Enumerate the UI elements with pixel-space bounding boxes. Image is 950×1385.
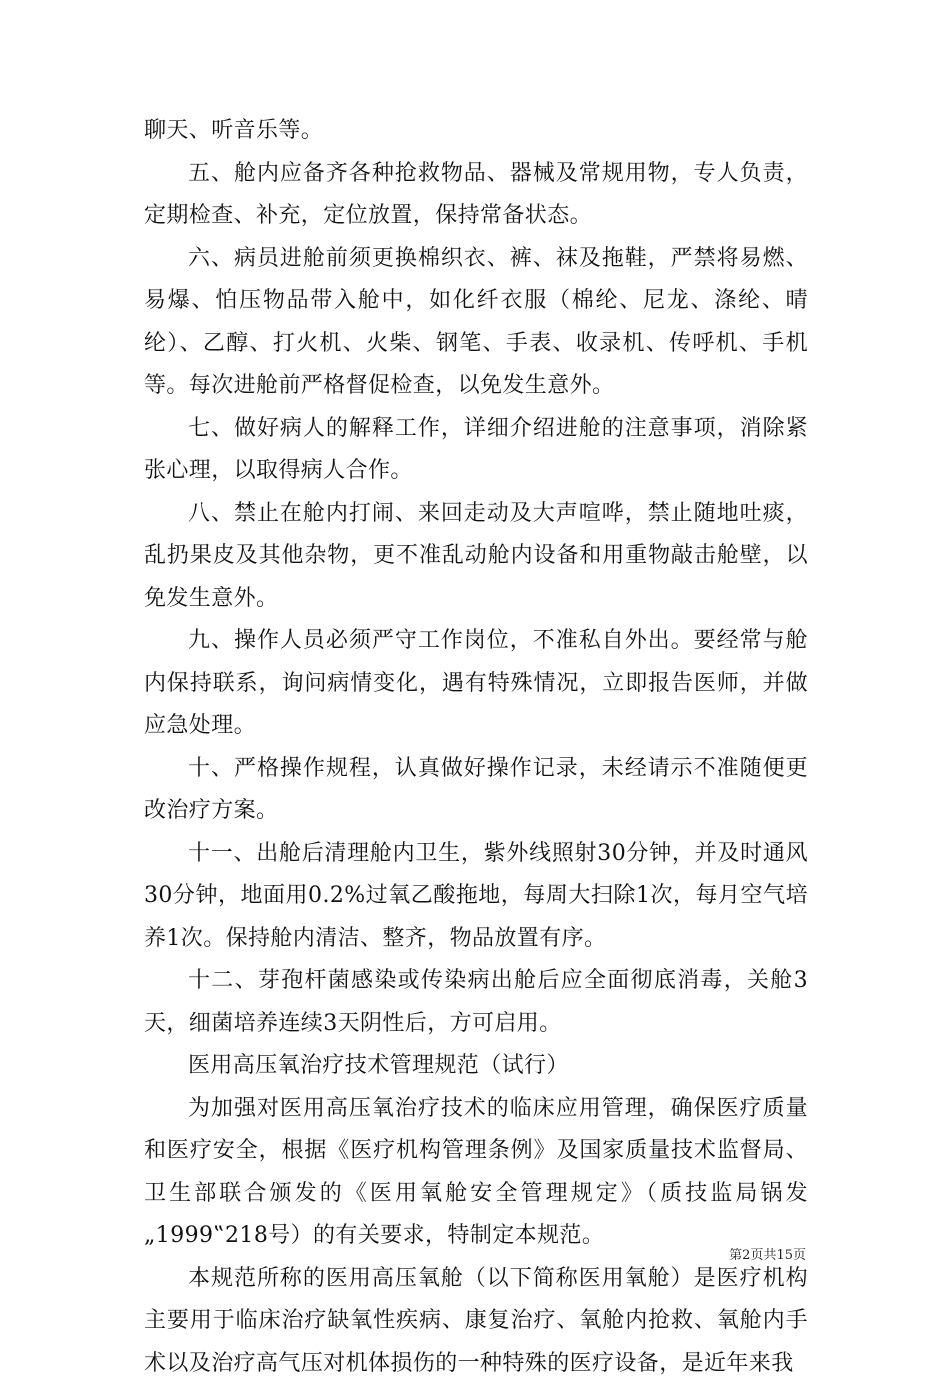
paragraph-rule-12: 十二、芽孢杆菌感染或传染病出舱后应全面彻底消毒，关舱3天，细菌培养连续3天阴性后，方可启用。 bbox=[144, 960, 808, 1045]
paragraph-rule-9: 九、操作人员必须严守工作岗位，不准私自外出。要经常与舱内保持联系，询问病情变化，遇有特殊情况，立即报告医师，并做应急处理。 bbox=[144, 620, 808, 748]
paragraph-rule-6: 六、病员进舱前须更换棉织衣、裤、袜及拖鞋，严禁将易燃、易爆、怕压物品带入舱中，如化纤衣服（棉纶、尼龙、涤纶、晴纶）、乙醇、打火机、火柴、钢笔、手表、收录机、传呼机、手机等。每次进舱前严格督促检查，以免发生意外。 bbox=[144, 238, 808, 408]
section-title: 医用高压氧治疗技术管理规范（试行） bbox=[144, 1045, 808, 1088]
paragraph-rule-11: 十一、出舱后清理舱内卫生，紫外线照射30分钟，并及时通风30分钟，地面用0.2%过氧乙酸拖地，每周大扫除1次，每月空气培养1次。保持舱内清洁、整齐，物品放置有序。 bbox=[144, 833, 808, 961]
page-number-footer: 第2页共15页 bbox=[729, 1244, 806, 1263]
paragraph-continuation: 聊天、听音乐等。 bbox=[144, 110, 808, 153]
paragraph-rule-5: 五、舱内应备齐各种抢救物品、器械及常规用物，专人负责，定期检查、补充，定位放置，保持常备状态。 bbox=[144, 153, 808, 238]
paragraph-rule-8: 八、禁止在舱内打闹、来回走动及大声喧哗，禁止随地吐痰，乱扔果皮及其他杂物，更不准乱动舱内设备和用重物敲击舱壁，以免发生意外。 bbox=[144, 493, 808, 621]
paragraph-rule-10: 十、严格操作规程，认真做好操作记录，未经请示不准随便更改治疗方案。 bbox=[144, 748, 808, 833]
paragraph-intro: 为加强对医用高压氧治疗技术的临床应用管理，确保医疗质量和医疗安全，根据《医疗机构管理条例》及国家质量技术监督局、卫生部联合颁发的《医用氧舱安全管理规定》（质技监局锅发„1999‟218号）的有关要求，特制定本规范。 bbox=[144, 1088, 808, 1258]
document-body bbox=[144, 110, 808, 1385]
paragraph-rule-7: 七、做好病人的解释工作，详细介绍进舱的注意事项，消除紧张心理，以取得病人合作。 bbox=[144, 408, 808, 493]
paragraph-definition: 本规范所称的医用高压氧舱（以下简称医用氧舱）是医疗机构主要用于临床治疗缺氧性疾病、康复治疗、氧舱内抢救、氧舱内手术以及治疗高气压对机体损伤的一种特殊的医疗设备，是近年来我 bbox=[144, 1258, 808, 1385]
